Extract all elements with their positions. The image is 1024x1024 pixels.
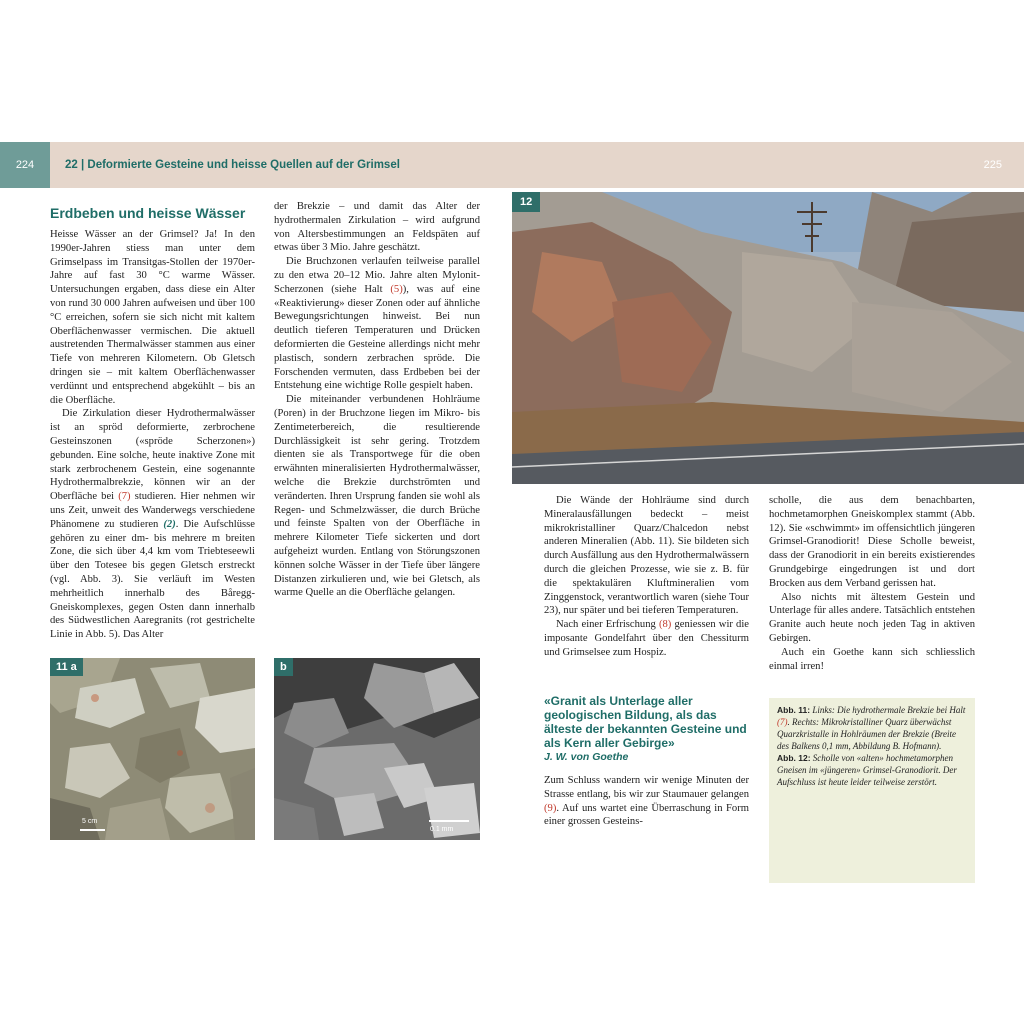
figure-caption-box <box>769 698 975 883</box>
section-heading: Erdbeben und heisse Wässer <box>50 205 246 221</box>
stop-reference: (7) <box>777 717 788 727</box>
figure-label: 12 <box>512 192 540 212</box>
outcrop-photo <box>512 192 1024 484</box>
micrograph-image <box>274 658 480 840</box>
scale-label: 5 cm <box>82 818 98 825</box>
text-column-3-continued <box>544 774 749 829</box>
page-number-left: 224 <box>0 142 50 188</box>
goethe-quote <box>544 694 749 764</box>
paragraph: Die Bruchzonen verlaufen teilweise parallel zu den etwa 20–12 Mio. Jahre alten Mylonit-Scherzonen (siehe Halt (5)), was auf eine «Reaktivierung» dieser Zonen oder auf ähnliche Bewegungsrichtungen hinweist. Bei nun deutlich tieferen Temperaturen und Drücken deformierten die Gesteine allerdings nicht mehr plastisch, sondern zerbrachen spröde. Die Forschenden vermuten, dass Erdbeben bei der Entstehung eine wichtige Rolle gespielt haben. <box>274 256 480 392</box>
stop-reference: (5) <box>390 283 403 295</box>
stop-reference: (7) <box>118 491 131 503</box>
breccia-photo <box>50 658 255 840</box>
figure-label: 11 a <box>50 658 83 676</box>
paragraph: Zum Schluss wandern wir wenige Minuten der Strasse entlang, bis wir zur Staumauer gelangen (9). Auf uns wartet eine Überraschung in Form einer grossen Gesteins- <box>544 775 749 828</box>
quartz-micrograph <box>274 658 480 840</box>
paragraph: Die miteinander verbundenen Hohlräume (Poren) in der Bruchzone liegen im Mikro- bis Zentimeterbereich, die resultierende Durchlässigkeit ist sehr gering. Trotzdem dienten sie als Transportwege für die oben erwähnten mineralisierten Hydrothermalwässer, welche die Brekzie durchströmten und veränderten. Ihren Ursprung fanden sie wohl als Regen- und Schmelzwässer, die durch Brüche und feinste Spalten von der Oberfläche in mehrere Kilometer Tiefe sickerten und dort aufgeheizt wurden. Entlang von Störungszonen können solche Wässer in der Tiefe über längere Distanzen zirkulieren und, wie bei Gletsch, als warme Quelle an die Oberfläche gelangen. <box>274 394 480 599</box>
quote-text: «Granit als Unterlage aller geologischen Bildung, als das älteste der bekannten Gesteine und als Kern aller Gebirge» <box>544 694 747 750</box>
paragraph: scholle, die aus dem benachbarten, hochmetamorphen Gneiskomplex stammt (Abb. 12). Sie «schwimmt» im offensichtlich jüngeren Grimsel-Granodiorit! Diese Scholle beweist, dass der Granodiorit in ein bereits existierendes Grundgebirge eingedrungen ist und dort Brocken aus dem Verband gerissen hat. <box>769 495 975 589</box>
paragraph: Heisse Wässer an der Grimsel? Ja! In den 1990er-Jahren stiess man unter dem Grimselpass im Transitgas-Stollen der 1970er-Jahre auf fast 30 °C warme Wässer. Untersuchungen ergaben, dass diese ein Alter von rund 30 000 Jahren aufweisen und über 100 °C erreichen, sofern sie sich nicht mit kaltem Oberflächenwasser vermischen. Die aktuell austretenden Thermalwässer stammen aus einer Tiefe von mehreren Kilometern. Ob Gletsch dringen sie – mit kaltem Oberflächenwasser verdünnt und entsprechend abgekühlt – bis an die Oberfläche. <box>50 229 255 406</box>
paragraph: Die Wände der Hohlräume sind durch Mineralausfällungen bedeckt – meist mikrokristalliner Quarz/Chalcedon nebst anderen Mineralien (Abb. 11). Sie bildeten sich durch Ausfällung aus den Hydrothermalwässern durch die gleichen Prozesse, wie sie z. B. für die spektakulären Kluftmineralien vom Zinggenstock, verantwortlich waren (siehe Tour 23), nur später und bei tieferen Temperaturen. <box>544 495 749 617</box>
paragraph: Nach einer Erfrischung (8) geniessen wir die imposante Gondelfahrt über den Chessiturm und Grimselsee zum Hospiz. <box>544 619 749 658</box>
text-column-1 <box>50 228 255 642</box>
text-column-2 <box>274 200 480 600</box>
paragraph: Auch ein Goethe kann sich schliesslich einmal irren! <box>769 646 975 672</box>
caption-abb12: Abb. 12: Scholle von «alten» hochmetamorphen Gneisen im «jüngeren» Grimsel-Granodiorit. Der Aufschluss ist heute leider teilweise zerstört. <box>777 753 957 787</box>
paragraph: der Brekzie – und damit das Alter der hydrothermalen Zirkulation – wird aufgrund von Altersbestimmungen an Feldspäten auf etwas über 3 Mio. Jahre geschätzt. <box>274 201 480 254</box>
stop-reference: (8) <box>658 619 672 631</box>
chapter-title: 22 | Deformierte Gesteine und heisse Quellen auf der Grimsel <box>65 159 400 171</box>
page-number-right: 225 <box>983 159 1002 171</box>
text-column-4 <box>769 494 975 673</box>
outcrop-image <box>512 192 1024 484</box>
paragraph: Die Zirkulation dieser Hydrothermalwässer ist an spröd deformierte, zerbrochene Gesteinszonen («spröde Scherzonen») gebunden. Eine solche, heute inaktive Zone mit stark zerbrochenem Gestein, eine sogenannte Hydrothermalbrekzie, können wir an der Oberfläche bei (7) studieren. Hier nehmen wir uns Zeit, unweit des Wanderwegs verschiedene Phänomene zu studieren (2). Die Aufschlüsse gehören zu einer dm- bis mehrere m breiten Zone, die sich über 4,4 km vom Triebteseewli über den Totesee bis gegen Gletsch erstreckt (vgl. Abb. 3). Sie verläuft im Westen mehrheitlich innerhalb des Båregg-Gneiskomplexes, gegen Osten dann innerhalb des Südwestlichen Aaregranits (rot gestrichelte Linie in Abb. 5). Das Alter <box>50 408 255 641</box>
caption-abb11: Abb. 11: Links: Die hydrothermale Brekzie bei Halt (7). Rechts: Mikrokristalliner Quarz überwächst Quarzkristalle in Hohlräumen der Brekzie (Breite des Balkens 0,1 mm, Abbildung B. Hofmann). <box>777 705 966 751</box>
scale-label: 0.1 mm <box>430 826 454 833</box>
stop-reference: (9) <box>544 802 557 814</box>
figure-label: b <box>274 658 293 676</box>
breccia-image <box>50 658 255 840</box>
stop-reference: (2) <box>163 518 176 530</box>
text-column-3 <box>544 494 749 660</box>
paragraph: Also nichts mit ältestem Gestein und Unterlage für alles andere. Tatsächlich entstehen Granite auch heute noch jeden Tag in aktiven Gebirgen. <box>769 591 975 644</box>
quote-author: J. W. von Goethe <box>544 751 629 763</box>
